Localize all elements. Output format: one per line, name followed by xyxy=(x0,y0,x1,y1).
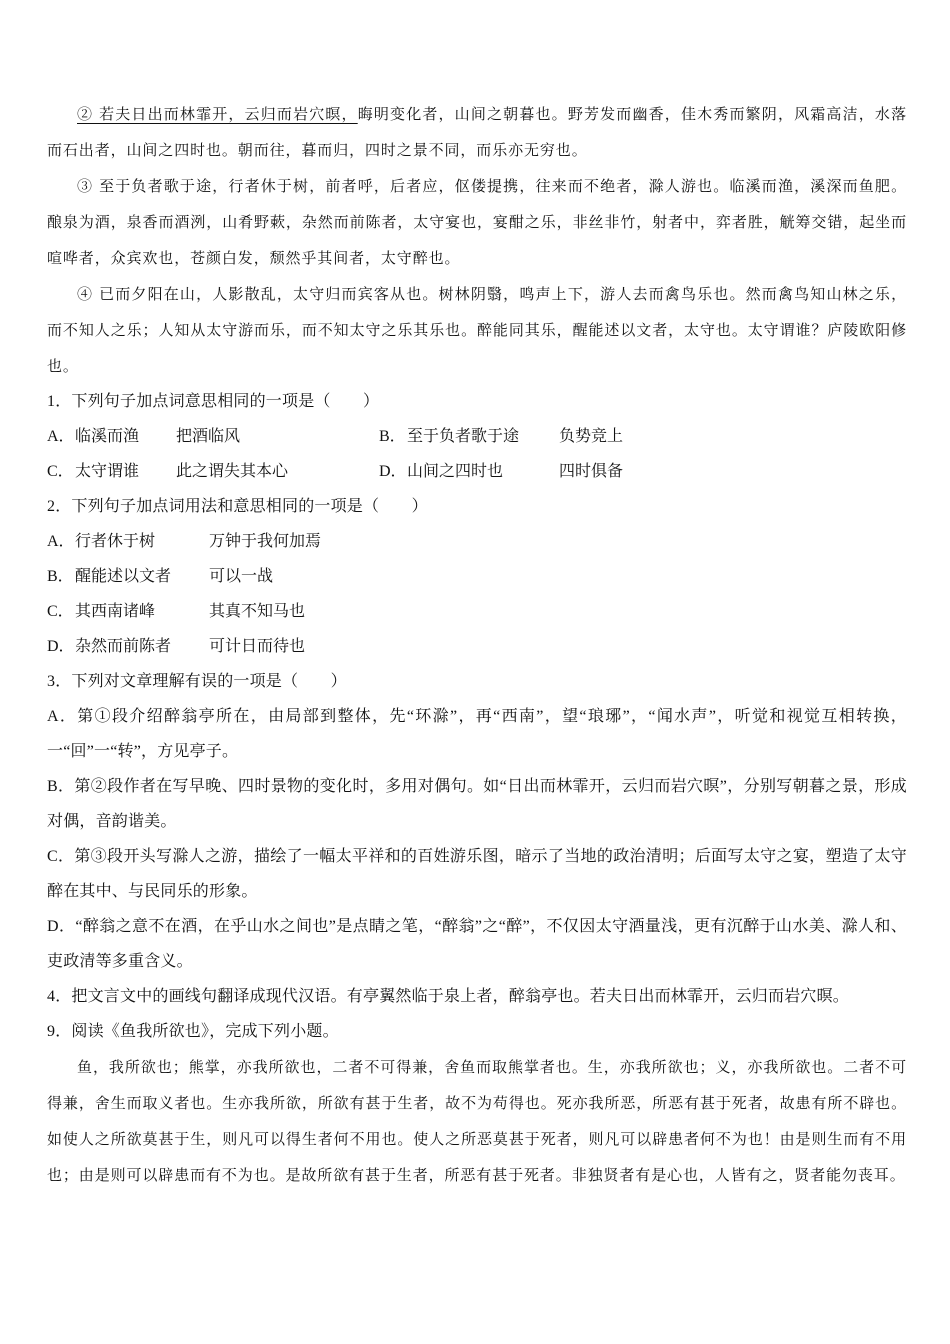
option-text-a: 至于负者歌于途 xyxy=(407,428,520,445)
question-3-option-a[interactable] xyxy=(47,699,907,769)
option-text: 第①段介绍醉翁亭所在，由局部到整体，先“环滁”，再“西南”，望“琅琊”，“闻水声”，听觉和视觉互相转换，一“回”一“转”，方见亭子。 xyxy=(47,708,907,760)
option-text-a: 山间之四时也 xyxy=(407,463,504,480)
option-text-a: 临溪而渔 xyxy=(75,428,140,445)
option-letter: D． xyxy=(47,918,76,935)
question-2-option-a[interactable] xyxy=(47,524,907,559)
option-text-b: 可以一战 xyxy=(209,568,274,585)
question-1-options-row-2 xyxy=(47,454,907,489)
question-9-passage: 鱼，我所欲也；熊掌，亦我所欲也，二者不可得兼，舍鱼而取熊掌者也。生，亦我所欲也；义，亦我所欲也。二者不可得兼，舍生而取义者也。生亦我所欲，所欲有甚于生者，故不为苟得也。死亦我所恶，所恶有甚于死者，故患有所不辟也。如使人之所欲莫甚于生，则凡可以得生者何不用也。使人之所恶莫甚于死者，则凡可以辟患者何不为也！由是则生而有不用也；由是则可以辟患而有不为也。是故所欲有甚于生者，所恶有甚于死者。非独贤者有是心也，人皆有之，贤者能勿丧耳。 xyxy=(47,1058,907,1184)
question-1-option-d[interactable] xyxy=(379,454,623,489)
option-text-b: 负势竞上 xyxy=(559,428,624,445)
passage-paragraph-3: ③ 至于负者歌于途，行者休于树，前者呼，后者应，伛偻提携，往来而不绝者，滁人游也。临溪而渔，溪深而鱼肥。酿泉为酒，泉香而酒洌，山肴野蔌，杂然而前陈者，太守宴也，宴酣之乐，非丝非竹，射者中，弈者胜，觥筹交错，起坐而喧哗者，众宾欢也，苍颜白发，颓然乎其间者，太守醉也。 xyxy=(47,177,907,267)
option-text-b: 四时俱备 xyxy=(559,463,624,480)
option-letter: D． xyxy=(47,638,75,655)
option-letter: A． xyxy=(47,708,78,725)
question-2-stem: 2．下列句子加点词用法和意思相同的一项是（ ） xyxy=(47,498,428,515)
passage-paragraph-4: ④ 已而夕阳在山，人影散乱，太守归而宾客从也。树林阴翳，鸣声上下，游人去而禽鸟乐也。然而禽鸟知山林之乐，而不知人之乐；人知从太守游而乐，而不知太守之乐其乐也。醉能同其乐，醒能述以文者，太守也。太守谓谁？庐陵欧阳修也。 xyxy=(47,285,907,375)
option-text-a: 杂然而前陈者 xyxy=(75,638,172,655)
option-letter: A． xyxy=(47,533,75,550)
document-page xyxy=(47,96,907,1193)
question-2-option-c[interactable] xyxy=(47,594,907,629)
option-text-b: 此之谓失其本心 xyxy=(176,463,289,480)
option-letter: A． xyxy=(47,428,75,445)
option-text-b: 把酒临风 xyxy=(176,428,241,445)
option-text-b: 其真不知马也 xyxy=(209,603,306,620)
option-text-b: 可计日而待也 xyxy=(209,638,306,655)
question-3-option-b[interactable] xyxy=(47,769,907,839)
option-text: 第②段作者在写早晚、四时景物的变化时，多用对偶句。如“日出而林霏开，云归而岩穴暝”，分别写朝暮之景，形成对偶，音韵谐美。 xyxy=(47,778,907,830)
question-4-stem: 4．把文言文中的画线句翻译成现代汉语。有亭翼然临于泉上者，醉翁亭也。若夫日出而林霏开，云归而岩穴暝。 xyxy=(47,988,850,1005)
option-text-a: 其西南诸峰 xyxy=(75,603,156,620)
question-1-option-a[interactable] xyxy=(47,419,379,454)
option-letter: B． xyxy=(379,428,406,445)
option-letter: B． xyxy=(47,568,74,585)
question-2-option-d[interactable] xyxy=(47,629,907,664)
option-letter: C． xyxy=(47,848,75,865)
question-3-option-d[interactable] xyxy=(47,909,907,979)
option-text-a: 行者休于树 xyxy=(75,533,156,550)
question-2-option-b[interactable] xyxy=(47,559,907,594)
option-text: 第③段开头写滁人之游，描绘了一幅太平祥和的百姓游乐图，暗示了当地的政治清明；后面写太守之宴，塑造了太守醉在其中、与民同乐的形象。 xyxy=(47,848,908,900)
question-1-option-b[interactable] xyxy=(379,419,623,454)
option-text-a: 太守谓谁 xyxy=(75,463,140,480)
option-letter: C． xyxy=(47,603,74,620)
question-1-option-c[interactable] xyxy=(47,454,379,489)
underlined-sentence: ② 若夫日出而林霏开，云归而岩穴暝， xyxy=(77,105,358,123)
question-1-options-row-1 xyxy=(47,419,907,454)
option-letter: D． xyxy=(379,463,407,480)
option-text-a: 醒能述以文者 xyxy=(75,568,172,585)
question-1-stem: 1．下列句子加点词意思相同的一项是（ ） xyxy=(47,393,380,410)
passage-paragraph-2 xyxy=(47,96,907,168)
question-9-stem: 9．阅读《鱼我所欲也》，完成下列小题。 xyxy=(47,1023,339,1040)
option-text-b: 万钟于我何加焉 xyxy=(209,533,322,550)
paragraph-2-text: 晦明变化者，山间之朝暮也。野芳发而幽香，佳木秀而繁阴，风霜高洁，水落而石出者，山间之四时也。朝而往，暮而归，四时之景不同，而乐亦无穷也。 xyxy=(47,105,907,159)
option-text: “醉翁之意不在酒，在乎山水之间也”是点睛之笔，“醉翁”之“醉”，不仅因太守酒量浅，更有沉醉于山水美、滁人和、吏政清等多重含义。 xyxy=(47,918,907,970)
option-letter: C． xyxy=(47,463,74,480)
question-3-option-c[interactable] xyxy=(47,839,907,909)
option-letter: B． xyxy=(47,778,75,795)
question-3-stem: 3．下列对文章理解有误的一项是（ ） xyxy=(47,673,347,690)
